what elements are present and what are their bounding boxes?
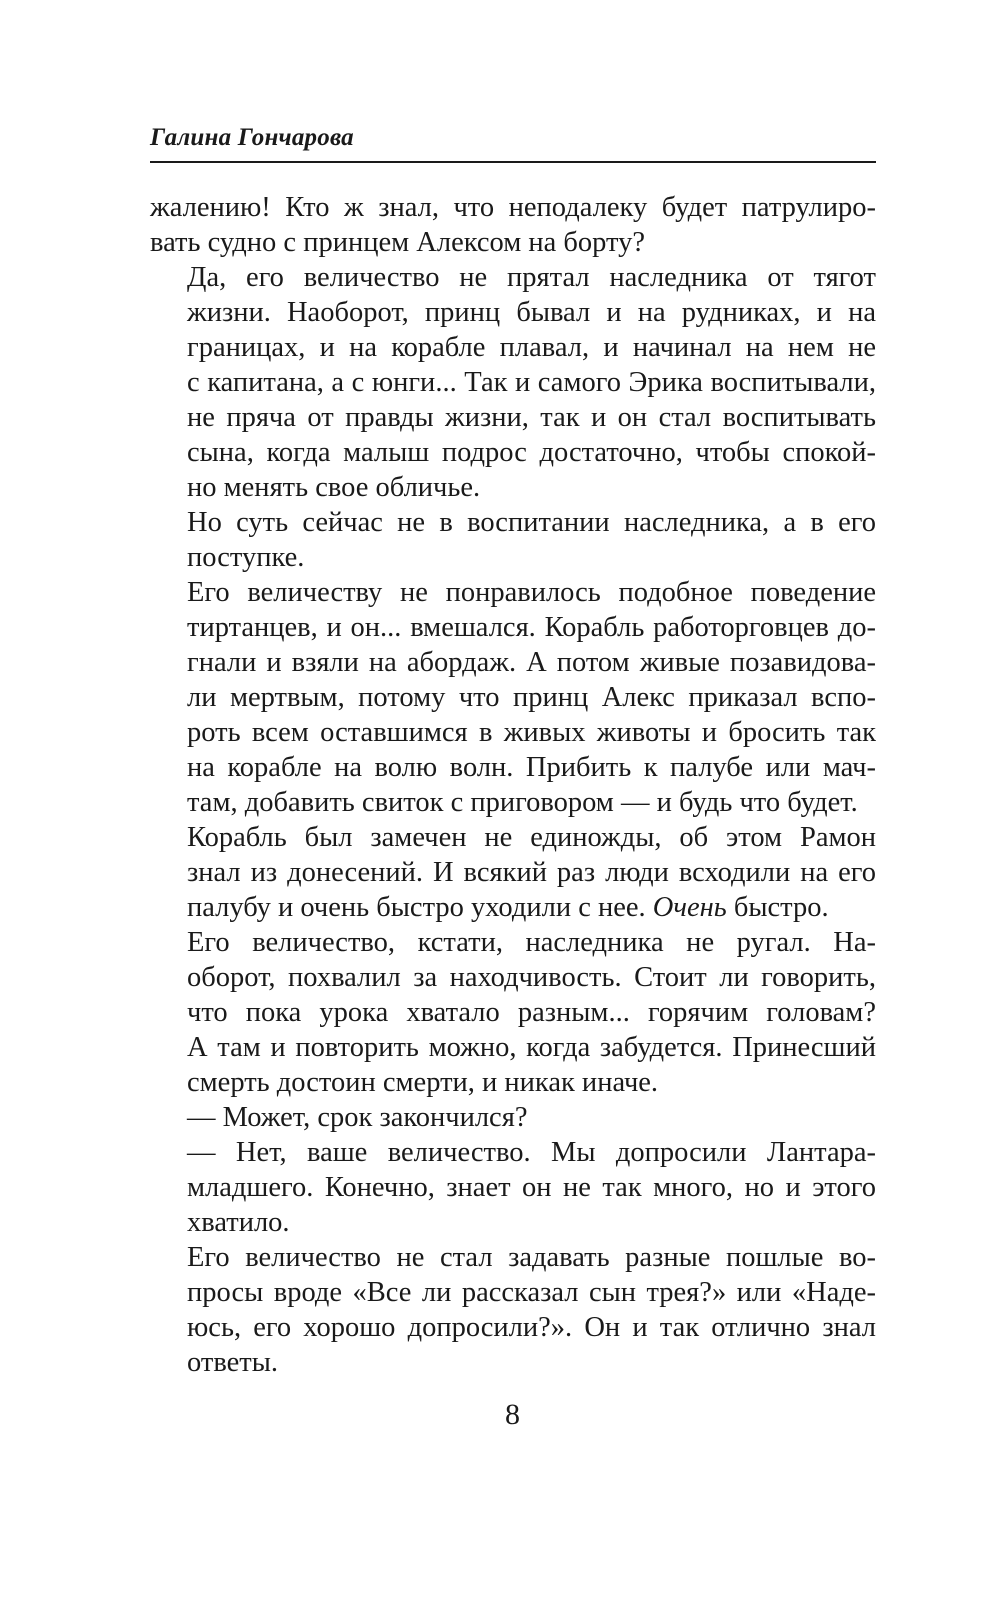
text-line-content: границах, и на корабле плавал, и начинал на нем не	[187, 332, 876, 363]
text-line-content: Корабль был замечен не единожды, об этом Рамон	[187, 822, 876, 853]
text-line	[150, 575, 876, 610]
text-line-content: гнали и взяли на абордаж. А потом живые позавидова-	[187, 647, 876, 678]
text-line	[150, 330, 876, 365]
text-line	[150, 225, 876, 260]
paragraph	[150, 1135, 876, 1240]
text-line-content: А там и повторить можно, когда забудется. Принесший	[187, 1032, 876, 1063]
text-line-content: тиртанцев, и он... вмешался. Корабль работорговцев до-	[187, 612, 876, 643]
running-head: Галина Гончарова	[150, 124, 354, 151]
text-line-content: просы вроде «Все ли рассказал сын трея?» или «Наде-	[187, 1277, 876, 1308]
text-line	[150, 295, 876, 330]
text-line-content: поступке.	[187, 542, 305, 573]
text-line-content: ответы.	[187, 1347, 278, 1378]
text-line-content: младшего. Конечно, знает он не так много, но и этого	[187, 1172, 876, 1203]
emphasis-text: Очень	[652, 892, 727, 923]
text-line	[150, 190, 876, 225]
text-line	[150, 715, 876, 750]
text-line-content: оборот, похвалил за находчивость. Стоит ли говорить,	[187, 962, 876, 993]
text-line-tail: быстро.	[726, 892, 829, 923]
text-line-content: не пряча от правды жизни, так и он стал воспитывать	[187, 402, 876, 433]
text-line	[150, 925, 876, 960]
paragraph	[150, 190, 876, 260]
text-line-content: сына, когда малыш подрос достаточно, чтобы спокой-	[187, 437, 876, 468]
text-line	[150, 365, 876, 400]
text-line-content: ли мертвым, потому что принц Алекс приказал вспо-	[187, 682, 876, 713]
paragraph	[150, 505, 876, 575]
text-line	[150, 1100, 876, 1135]
text-line-content: Да, его величество не прятал наследника от тягот	[187, 262, 876, 293]
text-line	[150, 1275, 876, 1310]
text-line	[150, 1170, 876, 1205]
paragraph	[150, 575, 876, 820]
text-line	[150, 1065, 876, 1100]
text-line-content: жизни. Наоборот, принц бывал и на рудниках, и на	[187, 297, 876, 328]
paragraph	[150, 1240, 876, 1380]
text-line-content: — Может, срок закончился?	[187, 1102, 528, 1133]
text-line-content: на корабле на волю волн. Прибить к палубе или мач-	[187, 752, 876, 783]
text-line	[150, 785, 876, 820]
paragraph	[150, 820, 876, 925]
text-line	[150, 1310, 876, 1345]
text-line	[150, 1240, 876, 1275]
text-line-content: хватило.	[187, 1207, 290, 1238]
text-line-content: что пока урока хватало разным... горячим головам?	[187, 997, 876, 1028]
text-line-content: там, добавить свиток с приговором — и будь что будет.	[187, 787, 858, 818]
text-line	[150, 995, 876, 1030]
text-line	[150, 645, 876, 680]
paragraph	[150, 1100, 876, 1135]
text-line	[150, 820, 876, 855]
page-number: 8	[505, 1398, 520, 1431]
text-line	[150, 750, 876, 785]
text-line	[150, 1345, 876, 1380]
text-line-content: но менять свое обличье.	[187, 472, 481, 503]
text-line-content: Но суть сейчас не в воспитании наследника, а в его	[187, 507, 876, 538]
text-line-content: — Нет, ваше величество. Мы допросили Лантара-	[187, 1137, 876, 1168]
paragraph	[150, 260, 876, 505]
header-rule	[150, 161, 876, 163]
text-line	[150, 890, 876, 925]
text-line	[150, 505, 876, 540]
text-line	[150, 610, 876, 645]
text-line-content: знал из донесений. И всякий раз люди всходили на его	[187, 857, 876, 888]
paragraph	[150, 925, 876, 1100]
text-line	[150, 400, 876, 435]
text-line-content: роть всем оставшимся в живых животы и бросить так	[187, 717, 876, 748]
text-line-content: Его величество не стал задавать разные пошлые во-	[187, 1242, 876, 1273]
text-line	[150, 680, 876, 715]
body-text	[150, 190, 876, 1380]
text-line-content: юсь, его хорошо допросили?». Он и так отлично знал	[187, 1312, 876, 1343]
text-line	[150, 1205, 876, 1240]
text-line-content: вать судно с принцем Алексом на борту?	[150, 227, 646, 258]
text-line	[150, 855, 876, 890]
text-line-content: с капитана, а с юнги... Так и самого Эрика воспитывали,	[187, 367, 876, 398]
text-line	[150, 1135, 876, 1170]
text-line-content: смерть достоин смерти, и никак иначе.	[187, 1067, 659, 1098]
text-line	[150, 540, 876, 575]
text-line-content: палубу и очень быстро уходили с нее.	[187, 892, 646, 923]
text-line	[150, 260, 876, 295]
text-line	[150, 470, 876, 505]
text-line-content: Его величеству не понравилось подобное поведение	[187, 577, 876, 608]
text-line-content: Его величество, кстати, наследника не ругал. На-	[187, 927, 876, 958]
text-line-content: жалению! Кто ж знал, что неподалеку будет патрулиро-	[150, 192, 876, 223]
text-line	[150, 1030, 876, 1065]
text-line	[150, 435, 876, 470]
text-line	[150, 960, 876, 995]
